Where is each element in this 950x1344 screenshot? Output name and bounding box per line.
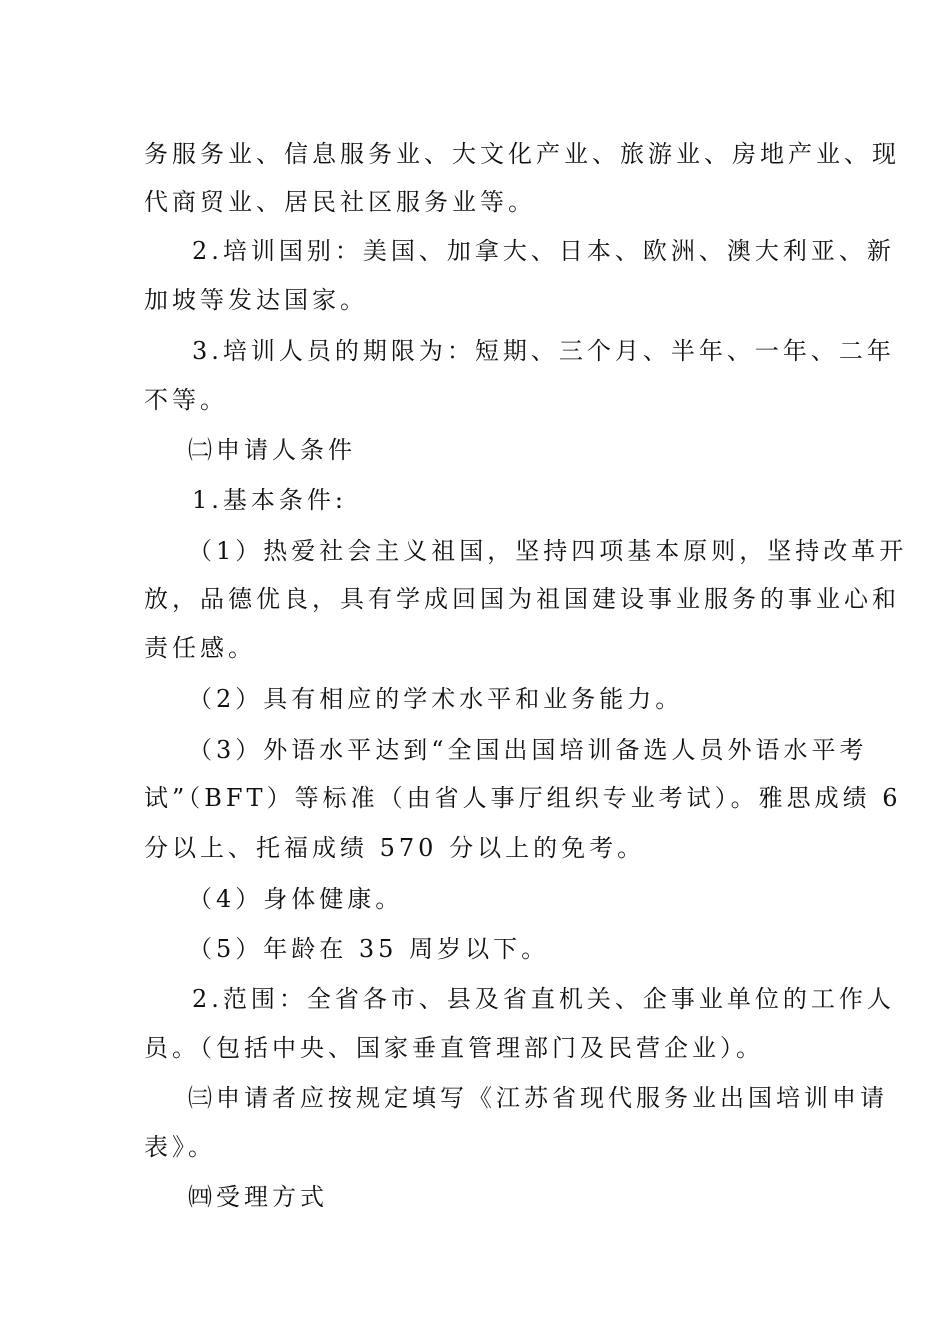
paragraph-line: 1.基本条件: (192, 486, 347, 514)
paragraph-line: （5）年龄在 35 周岁以下。 (188, 935, 550, 963)
section-heading: ㈣受理方式 (188, 1183, 328, 1211)
section-heading: ㈡申请人条件 (188, 436, 356, 464)
paragraph-line: 员。（包括中央、国家垂直管理部门及民营企业）。 (144, 1034, 764, 1062)
paragraph-line: 分以上、托福成绩 570 分以上的免考。 (144, 834, 646, 862)
section-heading: ㈢申请者应按规定填写《江苏省现代服务业出国培训申请 (188, 1084, 888, 1112)
paragraph-line: （1）热爱社会主义祖国，坚持四项基本原则，坚持改革开 (188, 537, 908, 565)
paragraph-line: 加坡等发达国家。 (144, 286, 368, 314)
paragraph-line: 责任感。 (144, 634, 256, 662)
paragraph-line: 试”（BFT）等标准（由省人事厅组织专业考试）。雅思成绩 6 (144, 784, 902, 812)
paragraph-line: 放，品德优良，具有学成回国为祖国建设事业服务的事业心和 (144, 585, 900, 613)
paragraph-line: 表》。 (144, 1133, 216, 1161)
paragraph-line: 3.培训人员的期限为：短期、三个月、半年、一年、二年 (192, 337, 895, 365)
paragraph-line: （3）外语水平达到“全国出国培训备选人员外语水平考 (188, 736, 868, 764)
paragraph-line: 不等。 (144, 386, 228, 414)
paragraph-line: 务服务业、信息服务业、大文化产业、旅游业、房地产业、现 (144, 140, 900, 168)
paragraph-line: （4）身体健康。 (188, 885, 404, 913)
paragraph-line: 2.培训国别：美国、加拿大、日本、欧洲、澳大利亚、新 (192, 237, 895, 265)
paragraph-line: （2）具有相应的学术水平和业务能力。 (188, 685, 684, 713)
paragraph-line: 2.范围：全省各市、县及省直机关、企事业单位的工作人 (192, 985, 895, 1013)
paragraph-line: 代商贸业、居民社区服务业等。 (144, 188, 536, 216)
